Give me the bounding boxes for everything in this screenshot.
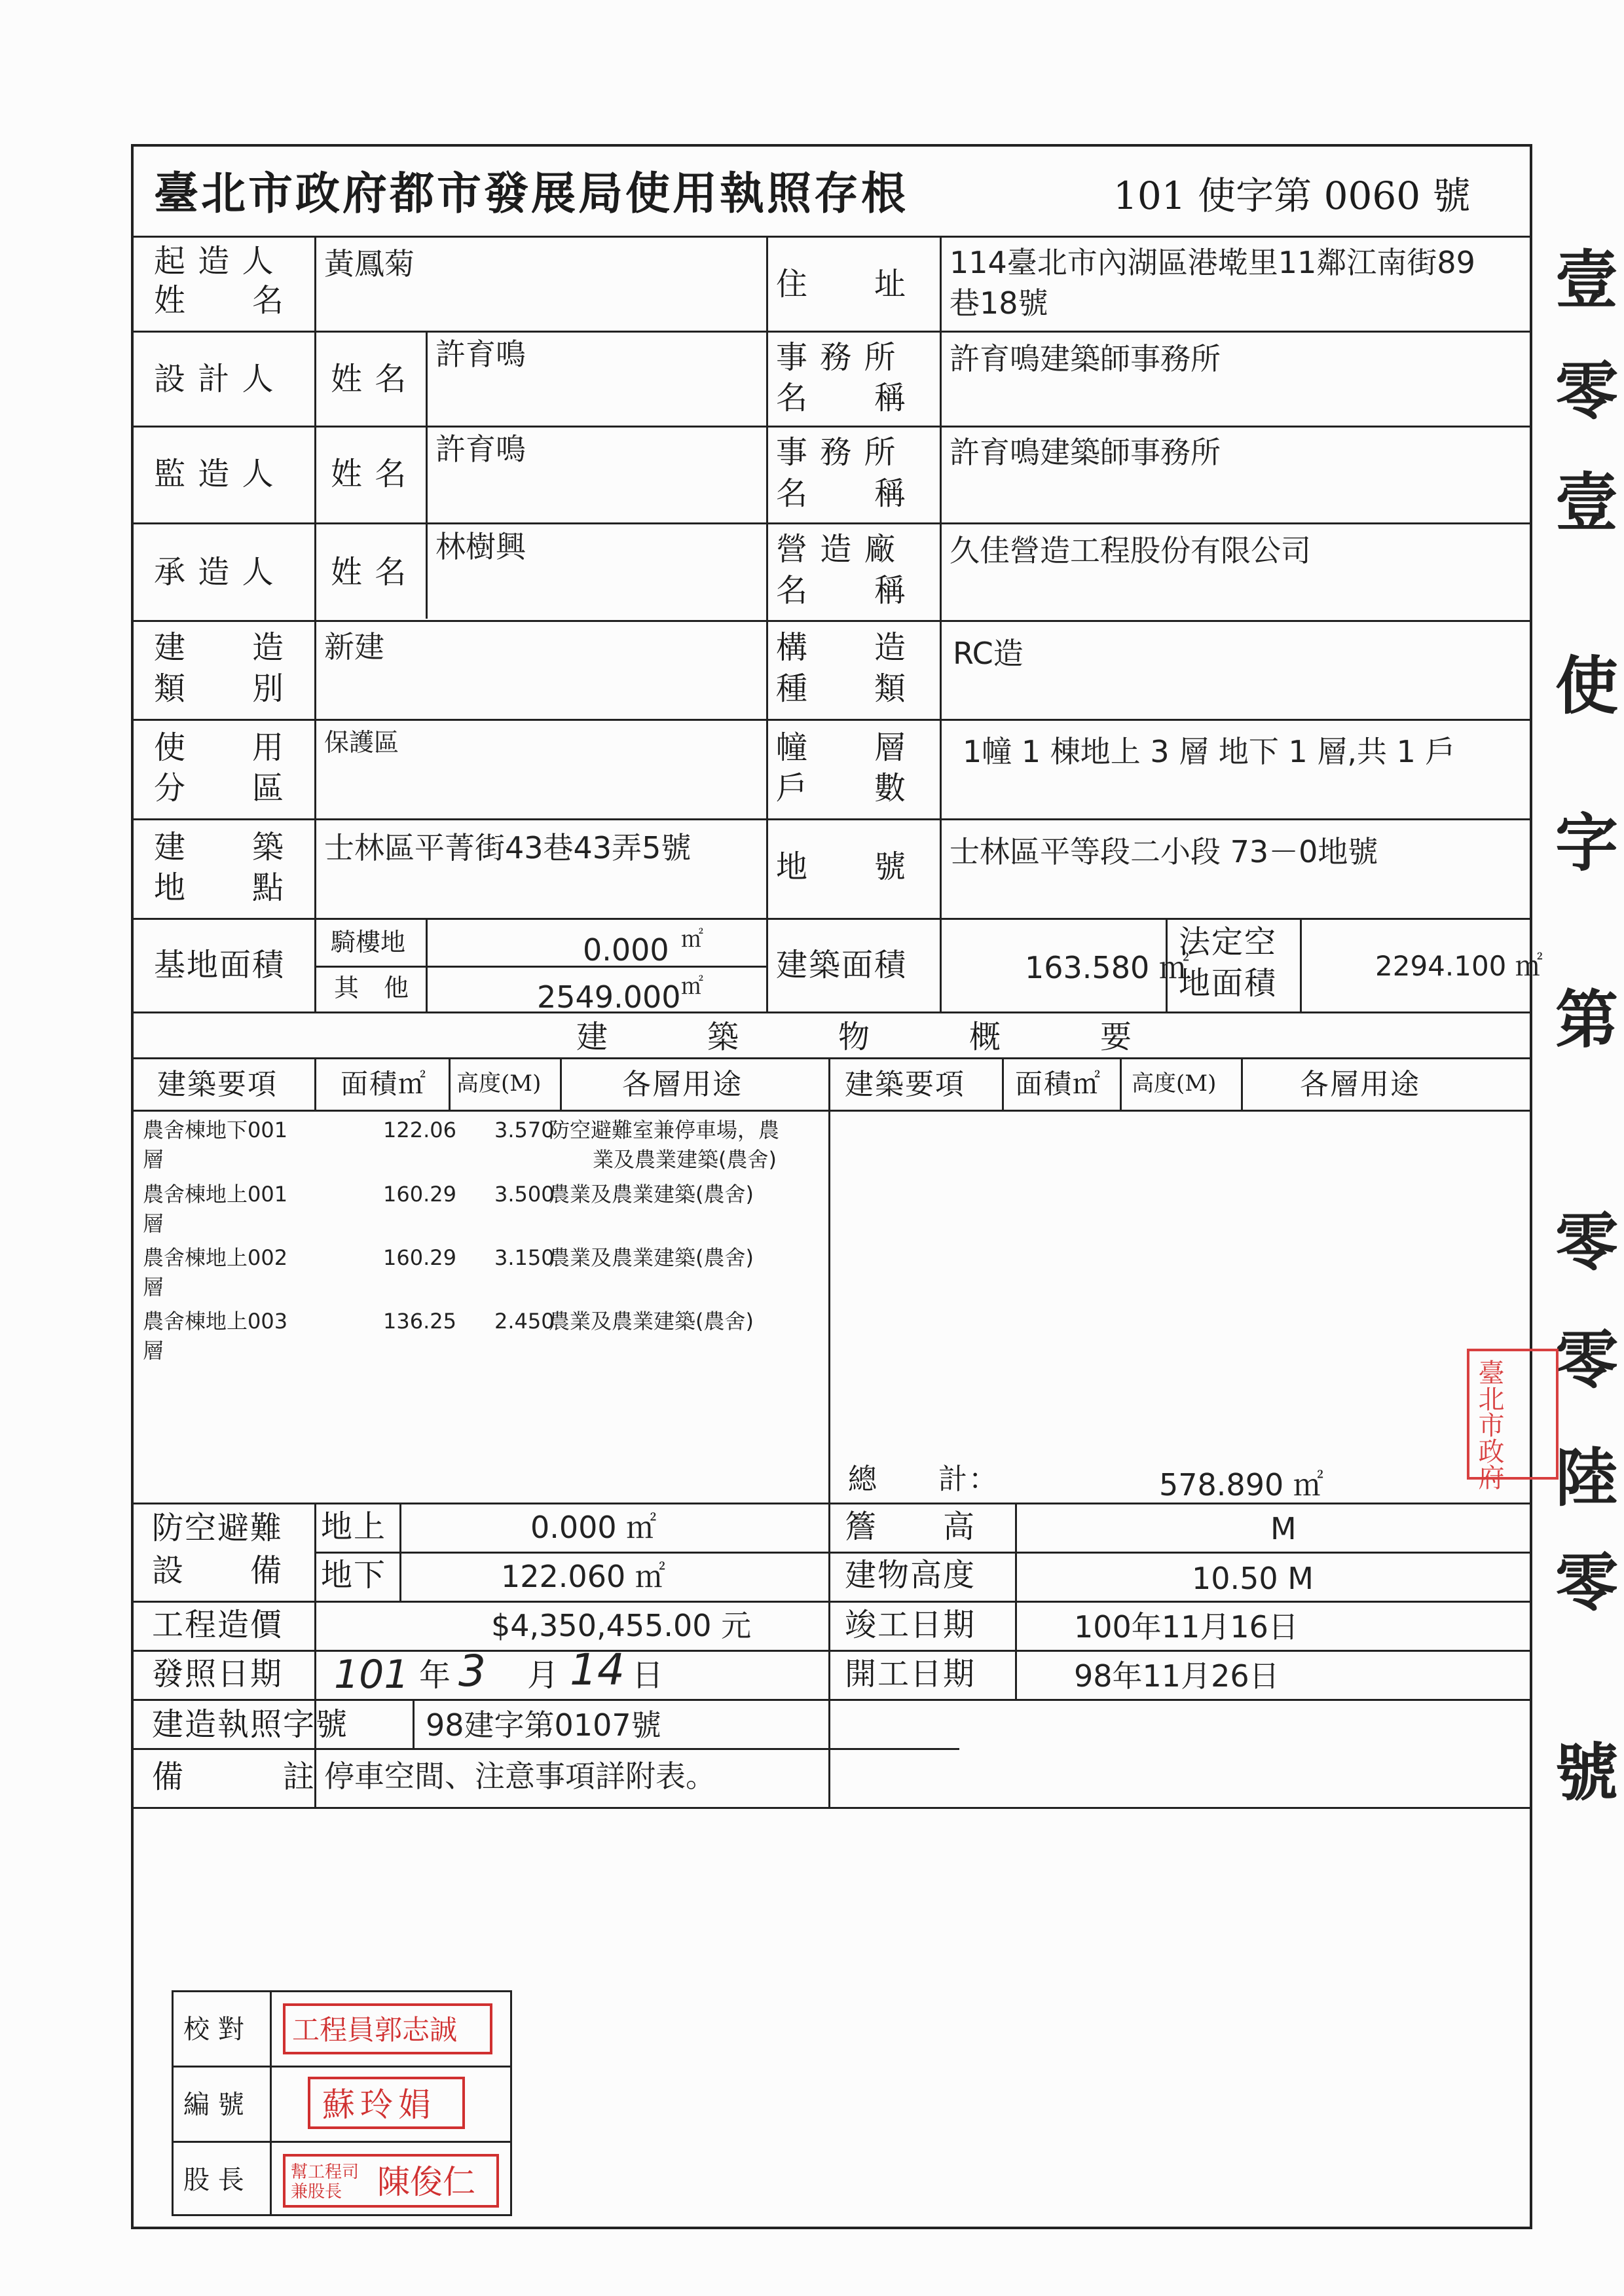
completion-date: 100年11月16日 bbox=[1074, 1609, 1299, 1645]
total-area: 578.890 ㎡ bbox=[1159, 1467, 1323, 1503]
cost-value: $4,350,455.00 元 bbox=[491, 1608, 752, 1643]
structure-label-2: 種 類 bbox=[776, 670, 908, 707]
issue-year: 101 bbox=[334, 1652, 409, 1698]
number-label: 編 號 bbox=[183, 2090, 244, 2120]
col-area-right: 面積㎡ bbox=[1015, 1068, 1102, 1100]
chief-label: 股 長 bbox=[183, 2165, 244, 2195]
designer-office: 許育鳴建築師事務所 bbox=[950, 341, 1221, 376]
issue-day-label: 日 bbox=[632, 1657, 665, 1694]
other-label: 其 他 bbox=[334, 974, 409, 1002]
zone: 保護區 bbox=[324, 728, 399, 757]
base-area-label: 基地面積 bbox=[154, 947, 286, 983]
number-stamp: 蘇玲娟 bbox=[308, 2077, 465, 2129]
row-use: 農業及農業建築(農舍) bbox=[549, 1245, 754, 1270]
issue-label: 發照日期 bbox=[152, 1656, 284, 1692]
applicant-name: 黃鳳菊 bbox=[324, 246, 415, 282]
col-item: 建築要項 bbox=[157, 1068, 278, 1101]
other-area: 2549.000 bbox=[537, 979, 681, 1015]
shelter-below: 122.060 ㎡ bbox=[501, 1559, 665, 1594]
row-use: 防空避難室兼停車場，農 bbox=[549, 1118, 780, 1142]
start-date: 98年11月26日 bbox=[1074, 1658, 1280, 1694]
address-line-2: 巷18號 bbox=[950, 285, 1048, 321]
col-use: 各層用途 bbox=[622, 1068, 743, 1101]
chief-stamp: 幫工程司兼股長 陳俊仁 bbox=[283, 2154, 499, 2208]
issue-month-label: 月 bbox=[527, 1657, 561, 1694]
eaves-label: 簷 高 bbox=[845, 1508, 976, 1545]
designer-name-label: 姓 名 bbox=[331, 361, 408, 397]
arcade-label: 騎樓地 bbox=[331, 928, 406, 957]
office2-label-2: 名 稱 bbox=[776, 475, 908, 512]
factory-label-1: 營 造 廠 bbox=[776, 531, 897, 568]
row-area: 160.29 bbox=[383, 1245, 456, 1270]
rule bbox=[131, 236, 1532, 238]
start-label: 開工日期 bbox=[845, 1656, 976, 1692]
supervisor-label: 監 造 人 bbox=[154, 456, 275, 492]
official-seal: 臺北市政府 bbox=[1467, 1349, 1559, 1480]
legal-open-label-2: 地面積 bbox=[1179, 965, 1278, 1002]
zone-label-1: 使 用 bbox=[154, 729, 286, 766]
permit-number: 101 使字第 0060 號 bbox=[1113, 173, 1471, 218]
remarks-text: 停車空間、注意事項詳附表。 bbox=[324, 1758, 716, 1794]
completion-label: 竣工日期 bbox=[845, 1607, 976, 1643]
structure-label-1: 構 造 bbox=[776, 629, 908, 666]
arcade-unit: ㎡ bbox=[681, 926, 703, 953]
eaves-height: M bbox=[1270, 1511, 1297, 1546]
col-item-right: 建築要項 bbox=[845, 1068, 965, 1101]
shelter-above: 0.000 ㎡ bbox=[530, 1510, 657, 1545]
row-height: 3.500 bbox=[494, 1182, 555, 1207]
applicant-label-1: 起 造 人 bbox=[154, 243, 275, 280]
col-height-right: 高度(M) bbox=[1132, 1070, 1217, 1097]
row-item-suffix: 層 bbox=[143, 1338, 164, 1363]
structure-type: RC造 bbox=[953, 636, 1024, 671]
row-item-suffix: 層 bbox=[143, 1211, 164, 1236]
row-area: 122.06 bbox=[383, 1118, 456, 1142]
issue-month: 3 bbox=[458, 1646, 486, 1696]
bldg-height: 10.50 M bbox=[1192, 1561, 1314, 1596]
office2-label-1: 事 務 所 bbox=[776, 434, 897, 471]
build-type-label-2: 類 別 bbox=[154, 670, 286, 707]
row-item: 農舍棟地上001 bbox=[143, 1182, 288, 1207]
col-height: 高度(M) bbox=[456, 1070, 542, 1097]
below-label: 地下 bbox=[321, 1557, 387, 1594]
site-address: 士林區平菁街43巷43弄5號 bbox=[324, 830, 692, 866]
contractor-name: 林樹興 bbox=[435, 529, 526, 564]
shelter-label-2: 設 備 bbox=[152, 1552, 284, 1589]
permit-ref-label: 建造執照字號 bbox=[152, 1706, 349, 1743]
row-item: 農舍棟地下001 bbox=[143, 1118, 288, 1142]
row-use: 農業及農業建築(農舍) bbox=[549, 1182, 754, 1207]
row-item: 農舍棟地上003 bbox=[143, 1309, 288, 1334]
total-label: 總 計： bbox=[848, 1463, 999, 1496]
summary-heading: 建 築 物 概 要 bbox=[576, 1019, 1134, 1055]
other-unit: ㎡ bbox=[681, 974, 703, 1000]
row-height: 3.570 bbox=[494, 1118, 555, 1142]
floors-label-1: 幢 層 bbox=[776, 729, 908, 766]
build-type-label-1: 建 造 bbox=[154, 629, 286, 666]
address-line-1: 114臺北市內湖區港墘里11鄰江南街89 bbox=[950, 245, 1475, 280]
cost-label: 工程造價 bbox=[152, 1607, 284, 1643]
building-area: 163.580 ㎡ bbox=[1025, 950, 1189, 985]
shelter-label-1: 防空避難 bbox=[152, 1510, 284, 1546]
supervisor-name: 許育鳴 bbox=[435, 431, 526, 467]
above-label: 地上 bbox=[321, 1508, 387, 1545]
address-label: 住 址 bbox=[776, 266, 908, 302]
lot-number: 士林區平等段二小段 73－0地號 bbox=[950, 834, 1378, 869]
issue-day: 14 bbox=[570, 1645, 625, 1695]
site-label-1: 建 築 bbox=[154, 829, 286, 866]
row-area: 136.25 bbox=[383, 1309, 456, 1334]
factory-label-2: 名 稱 bbox=[776, 572, 908, 609]
office-label-1: 事 務 所 bbox=[776, 339, 897, 376]
row-item: 農舍棟地上002 bbox=[143, 1245, 288, 1270]
bldg-height-label: 建物高度 bbox=[845, 1557, 976, 1594]
zone-label-2: 分 區 bbox=[154, 770, 286, 807]
row-height: 2.450 bbox=[494, 1309, 555, 1334]
designer-label: 設 計 人 bbox=[154, 361, 275, 397]
supervisor-office: 許育鳴建築師事務所 bbox=[950, 435, 1221, 470]
check-stamp: 工程員郭志誠 bbox=[283, 2003, 492, 2054]
row-use: 農業及農業建築(農舍) bbox=[549, 1309, 754, 1334]
issue-year-label: 年 bbox=[419, 1657, 452, 1694]
margin-stub-text: 壹 零 壹 使 字 第 零 零 陸 零 號 bbox=[1555, 243, 1618, 1810]
row-area: 160.29 bbox=[383, 1182, 456, 1207]
check-label: 校 對 bbox=[183, 2014, 244, 2045]
site-label-2: 地 點 bbox=[154, 869, 286, 906]
contractor-name-label: 姓 名 bbox=[331, 554, 408, 591]
contractor-label: 承 造 人 bbox=[154, 554, 275, 591]
col-area: 面積㎡ bbox=[341, 1068, 428, 1100]
row-item-suffix: 層 bbox=[143, 1275, 164, 1300]
document-title: 臺北市政府都市發展局使用執照存根 bbox=[154, 168, 909, 220]
row-height: 3.150 bbox=[494, 1245, 555, 1270]
legal-open-label-1: 法定空 bbox=[1179, 924, 1278, 960]
remarks-label: 備 註 bbox=[152, 1758, 316, 1795]
row-use-2: 業及農業建築(農舍) bbox=[593, 1147, 777, 1172]
lot-label: 地 號 bbox=[776, 848, 908, 885]
contractor-factory: 久佳營造工程股份有限公司 bbox=[950, 533, 1311, 568]
building-area-label: 建築面積 bbox=[776, 947, 908, 983]
build-type: 新建 bbox=[324, 629, 384, 665]
permit-ref: 98建字第0107號 bbox=[426, 1707, 661, 1743]
arcade-area: 0.000 bbox=[583, 932, 669, 968]
applicant-label-2: 姓 名 bbox=[154, 282, 286, 319]
floors-label-2: 戶 數 bbox=[776, 770, 908, 807]
designer-name: 許育鳴 bbox=[435, 337, 526, 372]
row-item-suffix: 層 bbox=[143, 1147, 164, 1172]
office-label-2: 名 稱 bbox=[776, 380, 908, 416]
floors-count: 1幢 1 棟地上 3 層 地下 1 層,共 1 戶 bbox=[963, 734, 1456, 769]
supervisor-name-label: 姓 名 bbox=[331, 456, 408, 492]
col-use-right: 各層用途 bbox=[1300, 1068, 1420, 1101]
legal-open-area: 2294.100 ㎡ bbox=[1375, 950, 1543, 982]
